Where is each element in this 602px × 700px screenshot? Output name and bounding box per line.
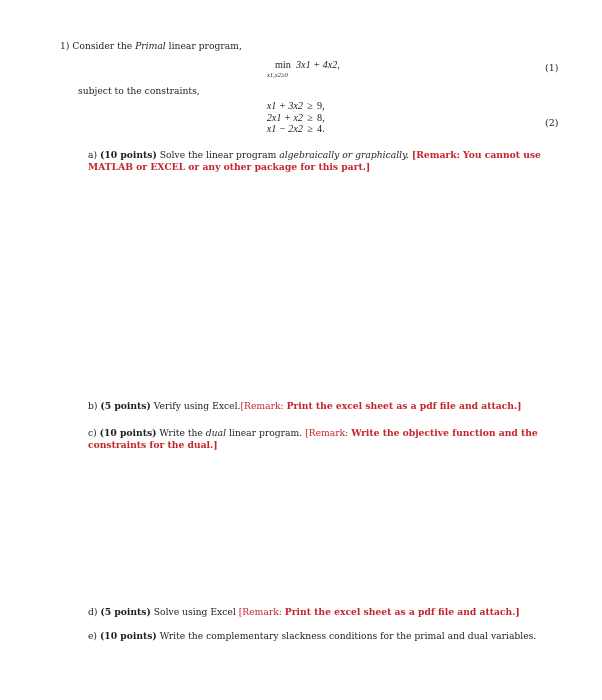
part-text: Solve the linear program <box>159 150 277 161</box>
part-b <box>88 401 522 413</box>
part-text: Solve using Excel <box>153 607 236 618</box>
primal-word: Primal <box>135 41 166 52</box>
remark-text: Print the excel sheet as a pdf file and attach.] <box>284 607 520 618</box>
constraint-row <box>243 101 325 113</box>
part-label: d) <box>88 607 98 618</box>
part-label: a) <box>88 150 98 161</box>
constraints-block <box>243 101 325 136</box>
objective-expression: 3x1 + 4x2, <box>295 60 340 71</box>
problem-intro-end: linear program, <box>168 41 242 52</box>
constraint-rhs: 9, <box>317 101 325 112</box>
remark-text: Print the excel sheet as a pdf file and attach.] <box>286 401 522 412</box>
problem-number: 1) <box>60 41 70 52</box>
constraint-operator: ≥ <box>307 101 313 112</box>
part-label: e) <box>88 631 98 642</box>
problem-intro: Consider the <box>72 41 133 52</box>
part-points: (10 points) <box>99 150 157 161</box>
part-d <box>88 607 520 619</box>
part-text: Verify using Excel. <box>153 401 241 412</box>
min-subscript: x1,x2≥0 <box>267 72 288 79</box>
part-a <box>88 150 568 174</box>
remark-prefix: [Remark: <box>238 607 282 618</box>
remark-prefix: [Remark: <box>411 150 461 161</box>
remark-text: You cannot use MATLAB or EXCEL or any other package for this part.] <box>88 150 541 173</box>
constraint-rhs: 4. <box>317 124 325 135</box>
remark-text: Write the objective function and the constraints for the dual.] <box>88 428 538 451</box>
part-label: b) <box>88 401 98 412</box>
constraint-operator: ≥ <box>307 124 313 135</box>
equation-number-1: (1) <box>545 63 559 74</box>
part-e <box>88 631 536 643</box>
equation-number-2: (2) <box>545 118 559 129</box>
part-text-end: linear program. <box>228 428 303 439</box>
constraint-row <box>243 113 325 125</box>
remark-prefix: [Remark: <box>305 428 349 439</box>
part-points: (10 points) <box>99 631 157 642</box>
subject-to-label: subject to the constraints, <box>78 86 200 97</box>
part-text: Write the complementary slackness conditions for the primal and dual variables. <box>159 631 537 642</box>
part-text: Write the <box>159 428 203 439</box>
objective-function <box>275 60 340 71</box>
part-label: c) <box>88 428 97 439</box>
constraint-rhs: 8, <box>317 112 325 124</box>
problem-heading <box>60 41 242 53</box>
constraint-row <box>243 124 325 136</box>
dual-word: dual <box>205 428 227 439</box>
constraint-lhs: 2x1 + x2 <box>266 112 303 124</box>
part-c <box>88 428 568 452</box>
part-points: (10 points) <box>99 428 157 439</box>
constraint-operator: ≥ <box>307 112 313 124</box>
part-text-italic: algebraically or graphically. <box>279 150 409 161</box>
part-points: (5 points) <box>100 607 151 618</box>
min-operator: min <box>275 60 291 71</box>
constraint-lhs: x1 − 2x2 <box>266 124 303 135</box>
constraint-lhs: x1 + 3x2 <box>266 101 303 112</box>
remark-prefix: [Remark: <box>240 401 284 412</box>
part-points: (5 points) <box>100 401 151 412</box>
